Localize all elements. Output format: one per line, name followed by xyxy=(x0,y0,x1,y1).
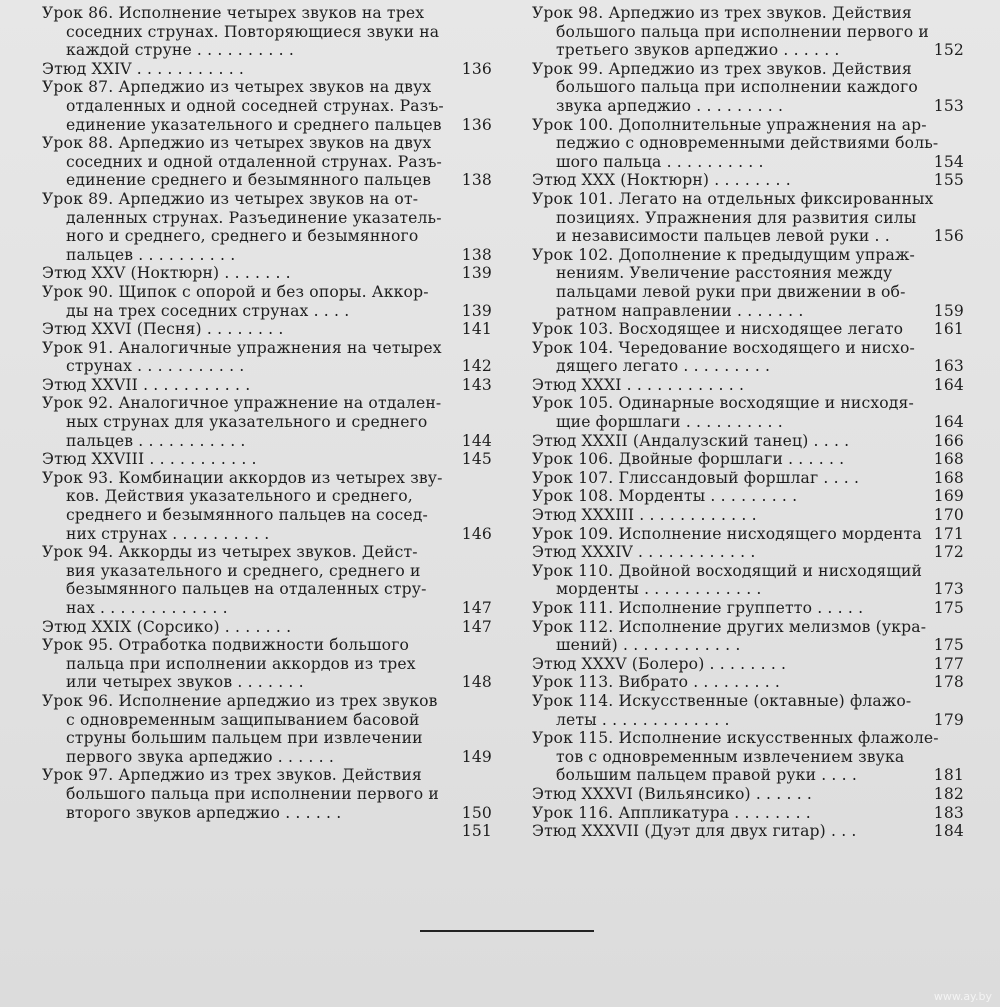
toc-entry-line: Урок 95. Отработка подвижности большого xyxy=(42,636,410,655)
toc-page-number: 168 xyxy=(933,450,964,469)
toc-right-column xyxy=(532,4,964,841)
toc-left-column xyxy=(42,4,492,841)
toc-entry-line: струнах . . . . . . . . . . . xyxy=(66,357,245,376)
watermark: www.ay.by xyxy=(933,990,992,1003)
toc-entry xyxy=(42,339,492,376)
toc-entry-line: каждой струне . . . . . . . . . . xyxy=(66,41,294,60)
toc-entry-line: большого пальца при исполнении каждого xyxy=(556,78,918,97)
toc-page-number: 146 xyxy=(461,524,492,543)
toc-entry-line: Этюд XXXI . . . . . . . . . . . . xyxy=(532,375,745,394)
toc-entry-line: Урок 87. Арпеджио из четырех звуков на двух xyxy=(42,78,432,97)
toc-entry xyxy=(532,450,964,469)
toc-page-number: 164 xyxy=(933,375,964,394)
toc-entry xyxy=(42,692,492,766)
toc-entry-line: них струнах . . . . . . . . . . xyxy=(66,524,270,543)
toc-entry xyxy=(42,543,492,617)
toc-entry-line: ды на трех соседних струнах . . . . xyxy=(66,301,350,320)
toc-entry-line: Урок 86. Исполнение четырех звуков на трех xyxy=(42,4,425,22)
toc-entry-line: единение указательного и среднего пальцев xyxy=(66,115,442,134)
toc-entry xyxy=(532,190,964,246)
toc-entry-line: Этюд XXVII . . . . . . . . . . . xyxy=(42,375,251,394)
toc-entry-line: соседних струнах. Повторяющиеся звуки на xyxy=(66,22,440,41)
toc-entry xyxy=(42,4,492,60)
toc-entry xyxy=(42,636,492,692)
toc-page-number: 183 xyxy=(933,803,964,822)
toc-entry-line: леты . . . . . . . . . . . . . xyxy=(556,710,730,729)
toc-page-number: 143 xyxy=(461,375,492,394)
toc-entry xyxy=(42,618,492,637)
toc-entry xyxy=(532,469,964,488)
toc-entry-line: Урок 107. Глиссандовый форшлаг . . . . xyxy=(532,468,860,487)
toc-entry-line: единение среднего и безымянного пальцев xyxy=(66,171,432,190)
toc-entry-line: даленных струнах. Разъединение указатель- xyxy=(66,208,442,227)
toc-page-number: 173 xyxy=(933,580,964,599)
toc-entry xyxy=(532,562,964,599)
toc-entry xyxy=(532,376,964,395)
toc-entry-line: Урок 103. Восходящее и нисходящее легато xyxy=(532,320,904,339)
toc-page-number: 142 xyxy=(461,357,492,376)
toc-entry-line: струны большим пальцем при извлечении xyxy=(66,729,423,748)
toc-entry-line: среднего и безымянного пальцев на сосед- xyxy=(66,506,428,525)
toc-entry-line: Этюд XXIX (Сорсико) . . . . . . . xyxy=(42,617,292,636)
toc-page-number: 149 xyxy=(461,747,492,766)
toc-entry xyxy=(532,320,964,339)
toc-entry xyxy=(532,339,964,376)
toc-entry-line: Урок 109. Исполнение нисходящего мордента xyxy=(532,524,922,543)
toc-entry xyxy=(532,4,964,60)
toc-entry-line: пальцами левой руки при движении в об- xyxy=(556,282,906,301)
toc-entry-line: ных струнах для указательного и среднего xyxy=(66,413,428,432)
toc-entry-line: Урок 116. Аппликатура . . . . . . . . xyxy=(532,803,811,822)
toc-entry xyxy=(532,785,964,804)
toc-page-number: 171 xyxy=(933,524,964,543)
toc-entry-line: Урок 98. Арпеджио из трех звуков. Действия xyxy=(532,4,912,22)
toc-entry-line: Урок 92. Аналогичное упражнение на отдален- xyxy=(42,394,442,413)
toc-entry xyxy=(42,60,492,79)
toc-entry-line: Урок 105. Одинарные восходящие и нисходя- xyxy=(532,394,914,413)
toc-entry-line: Урок 97. Арпеджио из трех звуков. Действия xyxy=(42,766,422,785)
toc-page-number: 141 xyxy=(461,320,492,339)
toc-entry-line: пальцев . . . . . . . . . . . xyxy=(66,431,246,450)
toc-page-number: 168 xyxy=(933,468,964,487)
toc-entry xyxy=(532,822,964,841)
toc-page-number: 138 xyxy=(461,171,492,190)
toc-page-number: 163 xyxy=(933,357,964,376)
toc-entry-line: Урок 106. Двойные форшлаги . . . . . . xyxy=(532,450,845,469)
toc-page-number: 182 xyxy=(933,784,964,803)
toc-entry-line: или четырех звуков . . . . . . . xyxy=(66,673,304,692)
toc-entry-line: Урок 90. Щипок с опорой и без опоры. Аккор- xyxy=(42,282,429,301)
toc-entry-line: Урок 110. Двойной восходящий и нисходящий xyxy=(532,561,923,580)
toc-page-number: 166 xyxy=(933,431,964,450)
toc-entry-line: с одновременным защипыванием басовой xyxy=(66,710,420,729)
toc-page-number: 151 xyxy=(461,822,492,841)
toc-entry-line: морденты . . . . . . . . . . . . xyxy=(556,580,762,599)
toc-page-number: 161 xyxy=(933,320,964,339)
toc-page-number: 169 xyxy=(933,487,964,506)
toc-entry-line: Урок 114. Искусственные (октавные) флажо- xyxy=(532,691,912,710)
toc-entry xyxy=(42,134,492,190)
toc-page-number: 138 xyxy=(461,245,492,264)
toc-entry xyxy=(532,432,964,451)
toc-page-number: 147 xyxy=(461,617,492,636)
toc-entry xyxy=(532,394,964,431)
toc-entry-line: шого пальца . . . . . . . . . . xyxy=(556,152,764,171)
toc-entry-line: Урок 96. Исполнение арпеджио из трех звуков xyxy=(42,691,438,710)
toc-entry-line: Урок 88. Арпеджио из четырех звуков на двух xyxy=(42,134,432,153)
toc-entry xyxy=(532,804,964,823)
toc-entry-line: большого пальца при исполнении первого и xyxy=(556,22,929,41)
toc-entry-line: второго звуков арпеджио . . . . . . xyxy=(66,803,342,822)
toc-entry-line: Урок 93. Комбинации аккордов из четырех зву- xyxy=(42,468,443,487)
toc-page-number: 170 xyxy=(933,506,964,525)
toc-page-number: 172 xyxy=(933,543,964,562)
toc-page-number: 181 xyxy=(933,766,964,785)
toc-entry xyxy=(532,246,964,320)
toc-page-number: 147 xyxy=(461,599,492,617)
toc-entry xyxy=(532,673,964,692)
toc-page-number: 136 xyxy=(461,115,492,134)
toc-entry-line: ков. Действия указательного и среднего, xyxy=(66,487,413,506)
toc-entry-line: Этюд XXXIII . . . . . . . . . . . . xyxy=(532,506,757,525)
toc-entry-line: Урок 112. Исполнение других мелизмов (укра- xyxy=(532,617,927,636)
toc-entry-line: Урок 113. Вибрато . . . . . . . . . xyxy=(532,673,781,692)
toc-entry-line: Урок 89. Арпеджио из четырех звуков на от- xyxy=(42,189,419,208)
toc-entry-line: отдаленных и одной соседней струнах. Разъ- xyxy=(66,96,444,115)
toc-entry-line: Этюд XXXIV . . . . . . . . . . . . xyxy=(532,543,756,562)
toc-entry xyxy=(42,394,492,450)
toc-entry-line: Этюд XXVIII . . . . . . . . . . . xyxy=(42,450,257,469)
toc-page-number: 145 xyxy=(461,450,492,469)
toc-page-number: 152 xyxy=(933,41,964,60)
toc-entry-line: педжио с одновременными действиями боль- xyxy=(556,134,939,153)
toc-entry xyxy=(42,469,492,543)
toc-entry-line: соседних и одной отдаленной струнах. Разъ- xyxy=(66,152,442,171)
toc-entry-line: Урок 94. Аккорды из четырех звуков. Дейст- xyxy=(42,543,418,562)
toc-page-number: 156 xyxy=(933,227,964,246)
toc-entry-line: дящего легато . . . . . . . . . xyxy=(556,357,771,376)
toc-entry-line: Этюд XXXVII (Дуэт для двух гитар) . . . xyxy=(532,822,857,841)
toc-entry xyxy=(42,320,492,339)
toc-entry-line: Этюд XXVI (Песня) . . . . . . . . xyxy=(42,320,284,339)
toc-entry xyxy=(532,729,964,785)
toc-entry xyxy=(42,822,492,841)
toc-entry-line: щие форшлаги . . . . . . . . . . xyxy=(556,413,783,432)
toc-entry-line: шений) . . . . . . . . . . . . xyxy=(556,636,741,655)
toc-page-number: 177 xyxy=(933,654,964,673)
toc-entry xyxy=(42,450,492,469)
toc-entry xyxy=(532,655,964,674)
toc-entry-line: Этюд XXXV (Болеро) . . . . . . . . xyxy=(532,654,787,673)
toc-entry xyxy=(42,264,492,283)
toc-entry-line: Этюд XXIV . . . . . . . . . . . xyxy=(42,59,245,78)
toc-entry xyxy=(42,190,492,264)
toc-entry-line: первого звука арпеджио . . . . . . xyxy=(66,747,334,766)
toc-entry-line: пальца при исполнении аккордов из трех xyxy=(66,654,416,673)
toc-entry-line: Урок 99. Арпеджио из трех звуков. Действия xyxy=(532,59,912,78)
toc-entry xyxy=(532,525,964,544)
toc-entry xyxy=(532,599,964,618)
toc-entry-line: третьего звуков арпеджио . . . . . . xyxy=(556,41,840,60)
toc-page-number: 164 xyxy=(933,413,964,432)
toc-entry-line: безымянного пальцев на отдаленных стру- xyxy=(66,580,427,599)
toc-entry-line xyxy=(42,822,492,841)
toc-page-number: 148 xyxy=(461,673,492,692)
toc-page-number: 136 xyxy=(461,59,492,78)
toc-page-number: 139 xyxy=(461,301,492,320)
section-separator-line xyxy=(420,930,594,932)
toc-entry xyxy=(532,171,964,190)
toc-entry xyxy=(532,692,964,729)
toc-page-number: 153 xyxy=(933,96,964,115)
toc-entry-line: Этюд XXX (Ноктюрн) . . . . . . . . xyxy=(532,171,791,190)
toc-entry-line: Урок 108. Морденты . . . . . . . . . xyxy=(532,487,798,506)
toc-page-number: 144 xyxy=(461,431,492,450)
toc-page-number: 139 xyxy=(461,264,492,283)
toc-entry-line: ратном направлении . . . . . . . xyxy=(556,301,804,320)
toc-entry xyxy=(532,543,964,562)
toc-entry xyxy=(42,283,492,320)
toc-entry-line: Урок 115. Исполнение искусственных флажоле- xyxy=(532,729,939,748)
toc-entry-line: позициях. Упражнения для развития силы xyxy=(556,208,917,227)
toc-page-number: 155 xyxy=(933,171,964,190)
toc-entry xyxy=(532,116,964,172)
toc-entry-line: пальцев . . . . . . . . . . xyxy=(66,245,236,264)
toc-page-number: 178 xyxy=(933,673,964,692)
toc-page-number: 179 xyxy=(933,710,964,729)
toc-entry-line: тов с одновременным извлечением звука xyxy=(556,747,905,766)
toc-entry xyxy=(532,618,964,655)
toc-entry-line: Урок 104. Чередование восходящего и нисхо- xyxy=(532,338,915,357)
toc-entry-line: вия указательного и среднего, среднего и xyxy=(66,561,421,580)
toc-entry-line: Урок 100. Дополнительные упражнения на ар- xyxy=(532,115,927,134)
toc-entry-line: Этюд XXXVI (Вильянсико) . . . . . . xyxy=(532,784,813,803)
toc-entry-line: Урок 101. Легато на отдельных фиксированных xyxy=(532,189,934,208)
toc-entry-line: Урок 102. Дополнение к предыдущим упраж- xyxy=(532,245,915,264)
toc-page-number: 159 xyxy=(933,301,964,320)
toc-entry xyxy=(42,376,492,395)
toc-entry xyxy=(42,78,492,134)
toc-entry-line: нах . . . . . . . . . . . . . xyxy=(66,599,228,617)
toc-entry-line: большим пальцем правой руки . . . . xyxy=(556,766,857,785)
toc-entry-line: Урок 111. Исполнение группетто . . . . . xyxy=(532,599,864,617)
toc-entry-line: Этюд XXXII (Андалузский танец) . . . . xyxy=(532,431,850,450)
toc-entry-line: Урок 91. Аналогичные упражнения на четырех xyxy=(42,338,442,357)
toc-entry xyxy=(532,506,964,525)
toc-entry-line: звука арпеджио . . . . . . . . . xyxy=(556,96,784,115)
toc-page-number: 150 xyxy=(461,803,492,822)
toc-page-number: 184 xyxy=(933,822,964,841)
toc-entry-line: большого пальца при исполнении первого и xyxy=(66,784,439,803)
toc-entry-line: нениям. Увеличение расстояния между xyxy=(556,264,893,283)
toc-entry-line: и независимости пальцев левой руки . . xyxy=(556,227,890,246)
toc-entry xyxy=(532,487,964,506)
toc-page-number: 175 xyxy=(933,636,964,655)
toc-entry-line: Этюд XXV (Ноктюрн) . . . . . . . xyxy=(42,264,291,283)
toc-entry xyxy=(532,60,964,116)
toc-entry xyxy=(42,766,492,822)
toc-page-number: 175 xyxy=(933,599,964,617)
toc-page-number: 154 xyxy=(933,152,964,171)
toc-entry-line: ного и среднего, среднего и безымянного xyxy=(66,227,419,246)
